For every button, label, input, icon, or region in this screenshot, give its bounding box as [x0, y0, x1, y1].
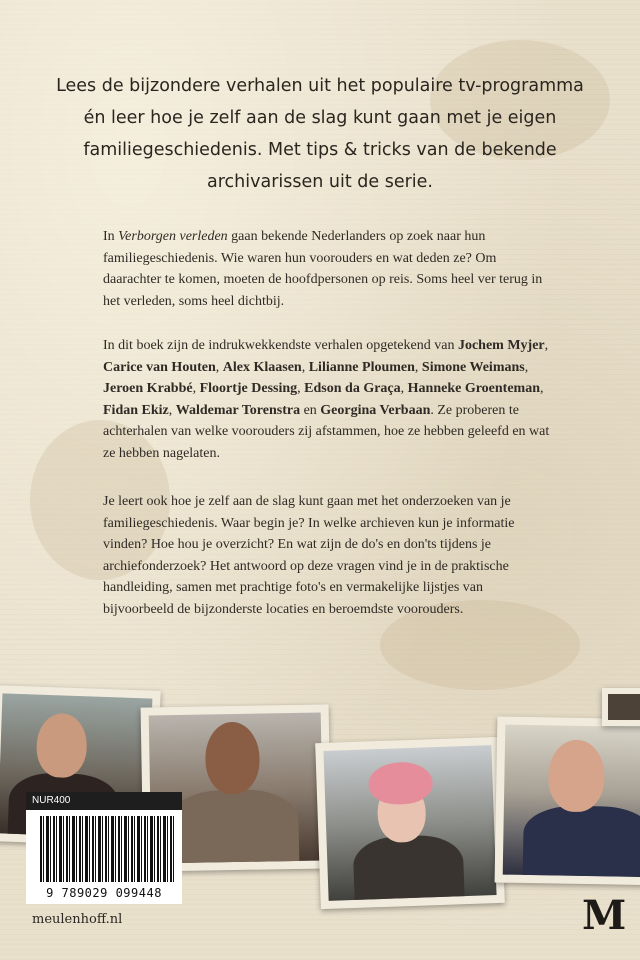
paragraph-text: In: [103, 229, 119, 244]
celebrity-name: Hanneke Groenteman: [407, 381, 540, 396]
celebrity-name: Edson da Graça: [304, 381, 401, 396]
celebrity-name: Alex Klaasen: [222, 359, 302, 375]
paragraph-show-intro: [103, 226, 555, 312]
celebrity-name: Waldemar Torenstra: [175, 402, 301, 418]
paragraph-text: en: [300, 402, 321, 418]
person-shape: [36, 713, 88, 779]
publisher-website: meulenhoff.nl: [32, 912, 123, 927]
celebrity-name: Jochem Myjer: [457, 338, 545, 353]
barcode: [26, 810, 182, 904]
hat-shape: [368, 761, 433, 805]
barcode-bars: [40, 816, 174, 882]
show-title: Verborgen verleden: [118, 229, 228, 244]
person-shape: [168, 789, 299, 864]
paragraph-celebrities: In dit boek zijn de indrukwekkendste verhalen opgetekend van Jochem Myjer, Carice van Houten, Alex Klaasen, Lilianne Ploumen, Simone Weimans, Jeroen Krabbé, Floortje Dessing, Edson da Graça, Hanneke Groenteman, Fidan Ekiz, Waldemar Torenstra en Georgina Verbaan. Ze proberen te achterhalen van welke voorouders zij afstammen, hoe ze hebben geleefd en wat ze hebben nagelaten.: [103, 338, 550, 461]
photo-georgina: [315, 737, 505, 909]
celebrity-name: Lilianne Ploumen: [308, 359, 415, 375]
celebrity-name: Georgina Verbaan: [320, 402, 431, 418]
intro-blurb: [50, 70, 590, 198]
intro-line: Lees de bijzondere verhalen uit het populaire tv-programma: [56, 76, 584, 96]
person-shape: [205, 722, 260, 795]
celebrity-name: Simone Weimans: [421, 359, 525, 375]
intro-line: archivarissen uit de serie.: [207, 172, 433, 192]
photo-jeroen: [495, 716, 640, 885]
photo-edge: [602, 688, 640, 726]
paragraph-text: . Ze proberen te achterhalen van welke voorouders zij afstammen, hoe ze hebben geleefd en wat ze hebben nagelaten.: [103, 402, 550, 461]
celebrity-name: Floortje Dessing: [199, 381, 298, 396]
celebrity-name: Jeroen Krabbé: [103, 381, 193, 396]
person-shape: [352, 834, 464, 901]
nur-label: NUR400: [26, 792, 182, 810]
intro-line: familiegeschiedenis. Met tips & tricks van de bekende: [83, 140, 557, 160]
paragraph-text: gaan bekende Nederlanders op zoek naar hun familiegeschiedenis. Wie waren hun voorouders en wat deden ze? Om daarachter te komen, moeten de hoofdpersonen op reis. Soms heel ver terug in het verleden, soms heel dichtbij.: [103, 229, 543, 309]
paragraph-text: In dit boek zijn de indrukwekkendste verhalen opgetekend van: [103, 338, 458, 353]
person-shape: [523, 805, 640, 877]
celebrity-name: Carice van Houten: [103, 359, 216, 375]
celebrity-name: Fidan Ekiz: [103, 402, 169, 418]
paragraph-guide: Je leert ook hoe je zelf aan de slag kunt gaan met het onderzoeken van je familiegeschiedenis. Waar begin je? In welke archieven kun je informatie vinden? Hoe hou je overzicht? En wat zijn de do's en don'ts tijdens je archiefonderzoek? Het antwoord op deze vragen vind je in de praktische handleiding, samen met prachtige foto's en vermakelijke lijstjes van bijvoorbeeld de bijzonderste locaties en beroemdste voorouders.: [103, 494, 515, 617]
intro-line: én leer hoe je zelf aan de slag kunt gaan met je eigen: [83, 108, 557, 128]
isbn-number: 9 789029 099448: [46, 886, 162, 900]
publisher-logo: M: [582, 892, 627, 939]
person-shape: [548, 739, 605, 812]
